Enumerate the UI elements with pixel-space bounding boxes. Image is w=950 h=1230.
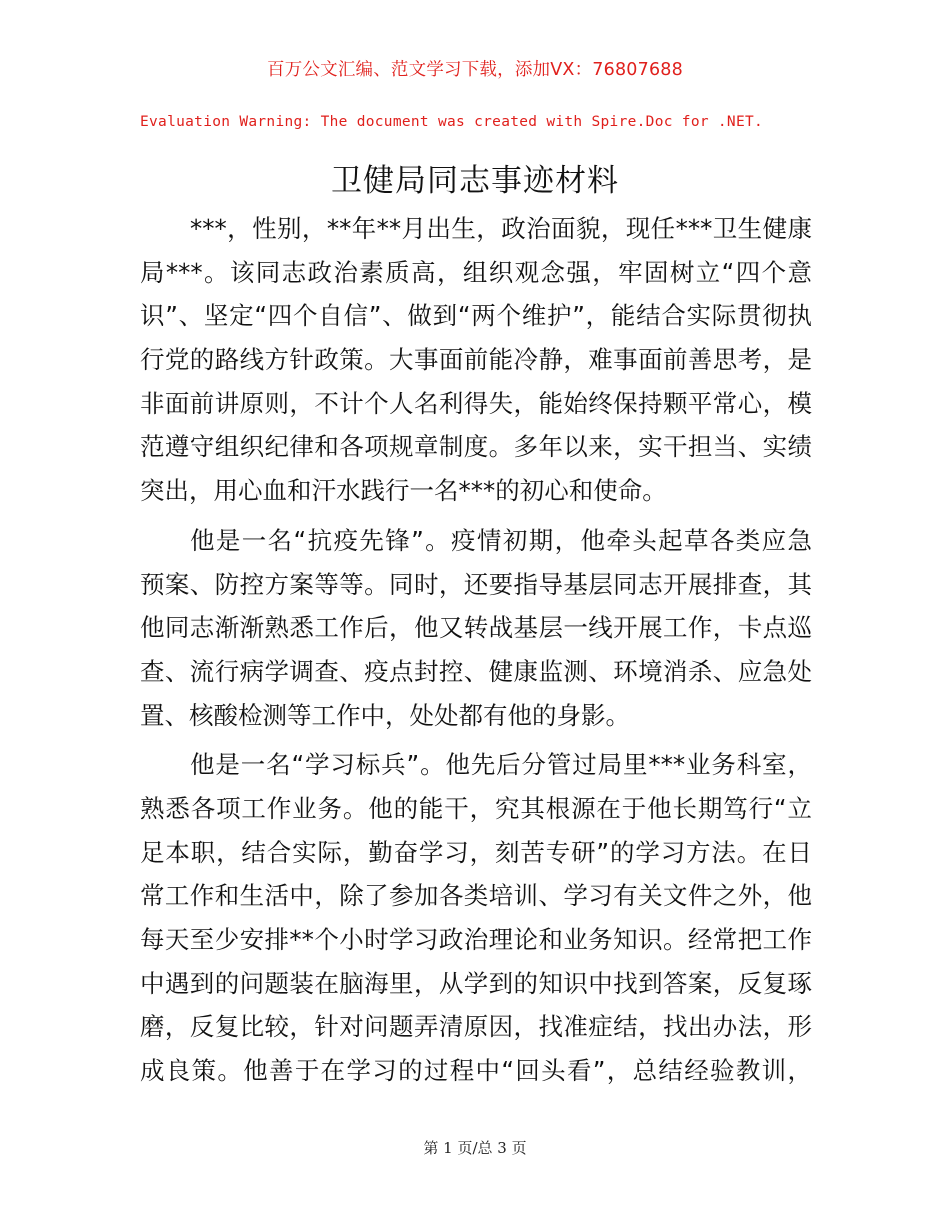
paragraph-line: 预案、防控方案等等。同时，还要指导基层同志开展排查，其 [140,569,812,599]
paragraph-line: 他是一名“学习标兵”。他先后分管过局里***业务科室， [190,750,812,780]
paragraph-line: 识”、坚定“四个自信”、做到“两个维护”，能结合实际贯彻执 [140,301,812,331]
paragraph-line: ***，性别，**年**月出生，政治面貌，现任***卫生健康 [190,214,812,243]
paragraph-3 [140,743,812,1093]
paragraph-line: 磨，反复比较，针对问题弄清原因，找准症结，找出办法，形 [140,1012,812,1042]
paragraph-line: 常工作和生活中，除了参加各类培训、学习有关文件之外，他 [140,881,812,911]
header-banner: 百万公文汇编、范文学习下载，添加VX：76807688 [267,60,683,80]
paragraph-line: 他是一名“抗疫先锋”。疫情初期，他牵头起草各类应急 [190,525,812,555]
paragraph-line: 他同志渐渐熟悉工作后，他又转战基层一线开展工作，卡点巡 [140,613,812,643]
evaluation-warning: Evaluation Warning: The document was created with Spire.Doc for .NET. [140,114,764,130]
paragraph-line: 中遇到的问题装在脑海里，从学到的知识中找到答案，反复琢 [140,968,812,998]
paragraph-line: 行党的路线方针政策。大事面前能冷静，难事面前善思考，是 [140,345,812,375]
paragraph-line: 突出，用心血和汗水践行一名***的初心和使命。 [140,476,667,506]
paragraph-1 [140,207,812,513]
page-footer: 第 1 页/总 3 页 [423,1139,527,1157]
paragraph-line: 每天至少安排**个小时学习政治理论和业务知识。经常把工作 [140,925,812,954]
paragraph-2 [140,519,812,737]
paragraph-line: 置、核酸检测等工作中，处处都有他的身影。 [140,700,630,730]
paragraph-line: 成良策。他善于在学习的过程中“回头看”，总结经验教训， [140,1056,812,1086]
paragraph-line: 范遵守组织纪律和各项规章制度。多年以来，实干担当、实绩 [140,432,812,462]
paragraph-line: 局***。该同志政治素质高，组织观念强，牢固树立“四个意 [140,257,812,287]
paragraph-line: 熟悉各项工作业务。他的能干，究其根源在于他长期笃行“立 [140,793,812,823]
paragraph-line: 查、流行病学调查、疫点封控、健康监测、环境消杀、应急处 [140,656,812,686]
document-body [140,207,812,1099]
document-title: 卫健局同志事迹材料 [331,163,619,199]
paragraph-line: 足本职，结合实际，勤奋学习，刻苦专研”的学习方法。在日 [140,837,812,867]
paragraph-line: 非面前讲原则，不计个人名利得失，能始终保持颗平常心，模 [140,388,812,418]
